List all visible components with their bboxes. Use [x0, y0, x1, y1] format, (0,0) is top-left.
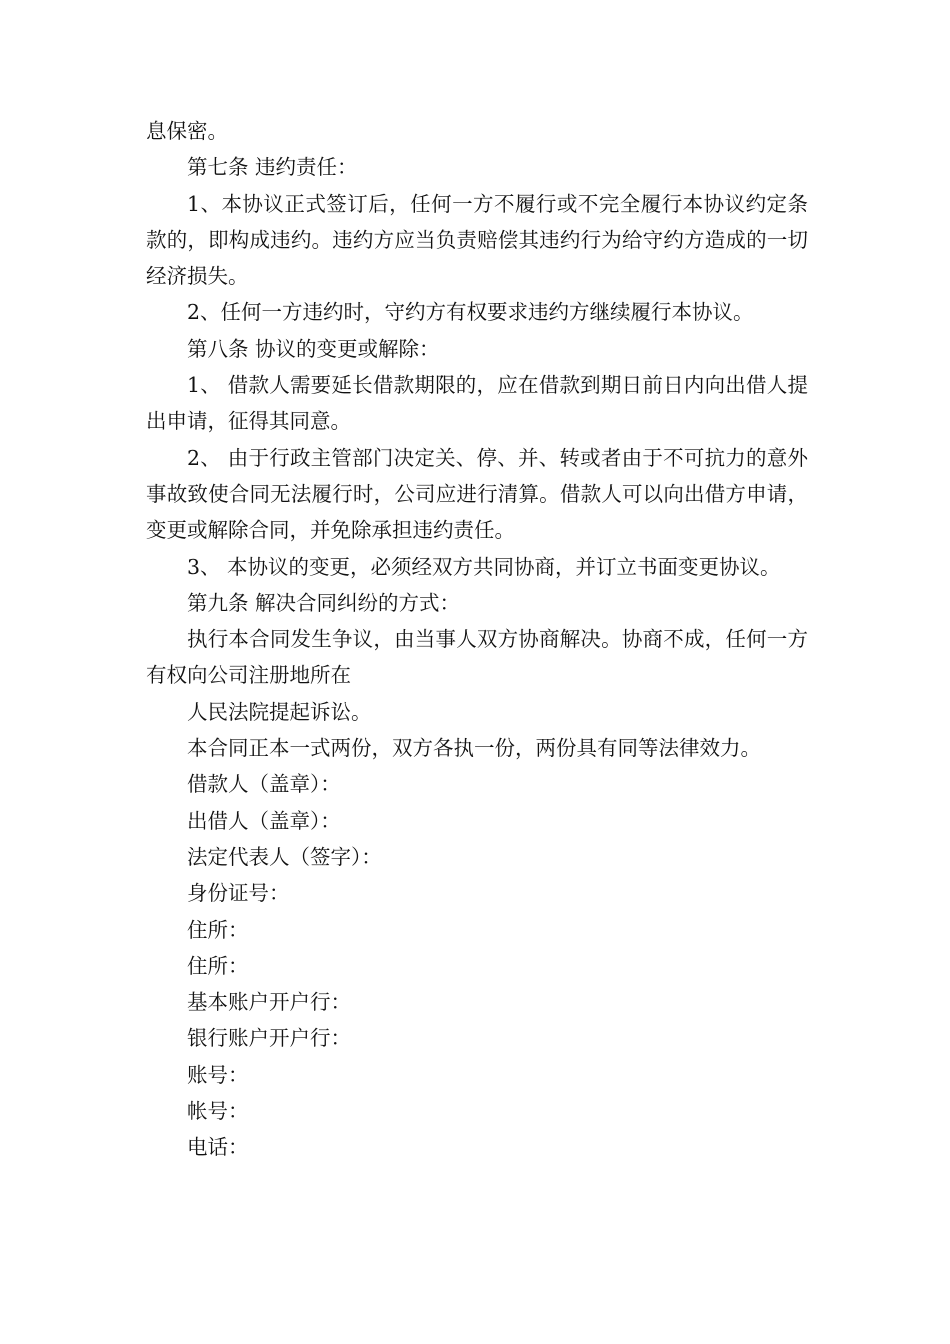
field-basic-account-bank: 基本账户开户行：	[187, 990, 351, 1015]
article-8-clause-3: 3、 本协议的变更，必须经双方共同协商，并订立书面变更协议。	[187, 554, 781, 579]
article-8-clause-1: 1、 借款人需要延长借款期限的，应在借款到期日前日内向出借人提出申请，征得其同意。	[146, 373, 808, 434]
field-address-1: 住所：	[187, 917, 249, 942]
field-id-number: 身份证号：	[187, 881, 290, 906]
article-9-body: 执行本合同发生争议，由当事人双方协商解决。协商不成，任何一方有权向公司注册地所在	[146, 627, 808, 688]
field-account-number-2: 帐号：	[187, 1099, 249, 1124]
article-9-heading: 第九条 解决合同纠纷的方式：	[187, 590, 461, 615]
field-phone: 电话：	[187, 1135, 249, 1160]
field-lender-seal: 出借人（盖章）：	[187, 808, 341, 833]
field-legal-representative: 法定代表人（签字）：	[187, 844, 382, 869]
field-account-number-1: 账号：	[187, 1062, 249, 1087]
article-7-heading: 第七条 违约责任：	[187, 155, 358, 180]
article-9-body-continued: 人民法院提起诉讼。	[187, 699, 372, 724]
field-borrower-seal: 借款人（盖章）：	[187, 772, 341, 797]
article-7-clause-1: 1、本协议正式签订后，任何一方不履行或不完全履行本协议约定条款的，即构成违约。违约方应当负责赔偿其违约行为给守约方造成的一切经济损失。	[146, 191, 808, 289]
field-address-2: 住所：	[187, 953, 249, 978]
article-7-clause-2: 2、任何一方违约时，守约方有权要求违约方继续履行本协议。	[187, 300, 754, 325]
copies-statement: 本合同正本一式两份，双方各执一份，两份具有同等法律效力。	[187, 736, 761, 761]
field-bank-account-bank: 银行账户开户行：	[187, 1026, 351, 1051]
document-body	[146, 113, 808, 1166]
article-8-clause-2: 2、 由于行政主管部门决定关、停、并、转或者由于不可抗力的意外事故致使合同无法履行时，公司应进行清算。借款人可以向出借方申请，变更或解除合同，并免除承担违约责任。	[146, 445, 808, 543]
article-8-heading: 第八条 协议的变更或解除：	[187, 336, 440, 361]
continuation-line: 息保密。	[146, 119, 228, 143]
